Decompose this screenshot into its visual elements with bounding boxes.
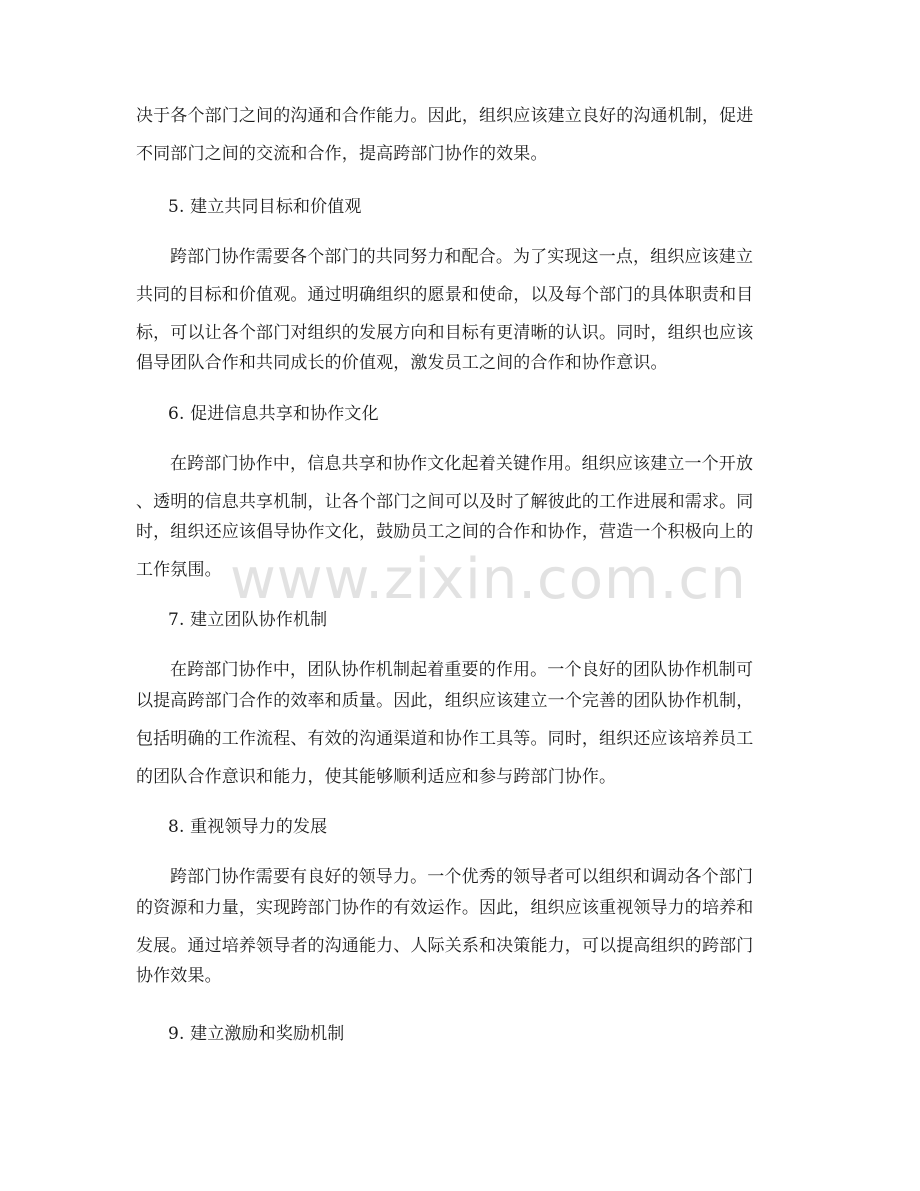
section-heading-8: 8. 重视领导力的发展 <box>168 817 328 837</box>
paragraph-line: 在跨部门协作中，团队协作机制起着重要的作用。一个良好的团队协作机制可 <box>170 660 754 680</box>
paragraph-line: 时，组织还应该倡导协作文化，鼓励员工之间的合作和协作，营造一个积极向上的 <box>136 522 754 542</box>
section-heading-6: 6. 促进信息共享和协作文化 <box>168 404 379 424</box>
paragraph-line: 发展。通过培养领导者的沟通能力、人际关系和决策能力，可以提高组织的跨部门 <box>136 936 754 956</box>
paragraph-line: 工作氛围。 <box>136 560 222 580</box>
paragraph-line: 共同的目标和价值观。通过明确组织的愿景和使命，以及每个部门的具体职责和目 <box>136 285 754 305</box>
section-heading-7: 7. 建立团队协作机制 <box>168 610 328 630</box>
paragraph-line: 在跨部门协作中，信息共享和协作文化起着关键作用。组织应该建立一个开放 <box>170 454 754 474</box>
paragraph-line: 跨部门协作需要各个部门的共同努力和配合。为了实现这一点，组织应该建立 <box>170 247 754 267</box>
section-heading-5: 5. 建立共同目标和价值观 <box>168 197 362 217</box>
paragraph-line: 包括明确的工作流程、有效的沟通渠道和协作工具等。同时，组织还应该培养员工 <box>136 729 754 749</box>
paragraph-line: 跨部门协作需要有良好的领导力。一个优秀的领导者可以组织和调动各个部门 <box>170 867 754 887</box>
paragraph-line: 以提高跨部门合作的效率和质量。因此，组织应该建立一个完善的团队协作机制， <box>136 691 754 711</box>
paragraph-line: 协作效果。 <box>136 966 222 986</box>
watermark: www.zixin.com.cn <box>230 547 747 612</box>
paragraph-line: 决于各个部门之间的沟通和合作能力。因此，组织应该建立良好的沟通机制，促进 <box>136 106 754 126</box>
paragraph-line: 标，可以让各个部门对组织的发展方向和目标有更清晰的认识。同时，组织也应该 <box>136 323 754 343</box>
paragraph-line: 倡导团队合作和共同成长的价值观，激发员工之间的合作和协作意识。 <box>136 353 668 373</box>
paragraph-line: 的资源和力量，实现跨部门协作的有效运作。因此，组织应该重视领导力的培养和 <box>136 898 754 918</box>
paragraph-line: 的团队合作意识和能力，使其能够顺利适应和参与跨部门协作。 <box>136 767 617 787</box>
section-heading-9: 9. 建立激励和奖励机制 <box>168 1024 345 1044</box>
paragraph-line: 、透明的信息共享机制，让各个部门之间可以及时了解彼此的工作进展和需求。同 <box>136 492 754 512</box>
paragraph-line: 不同部门之间的交流和合作，提高跨部门协作的效果。 <box>136 144 548 164</box>
